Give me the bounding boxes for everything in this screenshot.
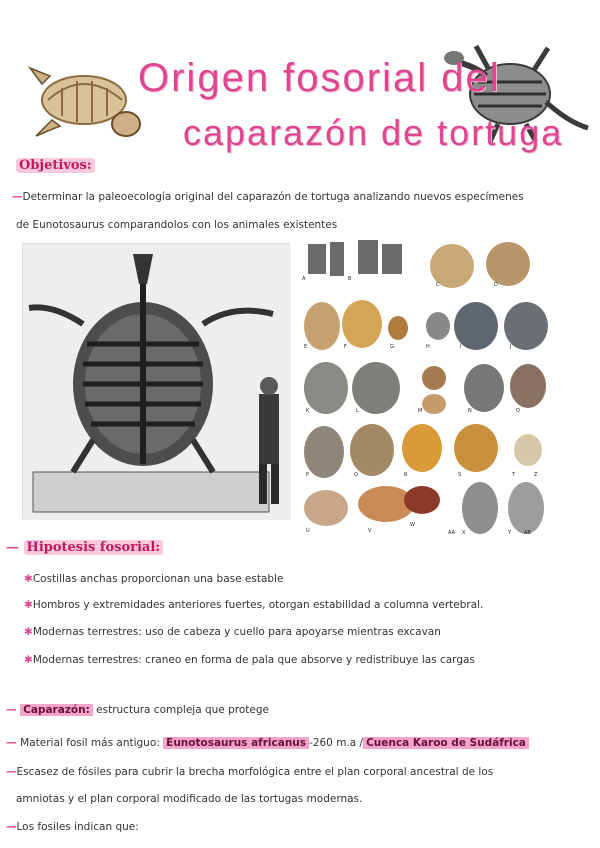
objetivos-line-2: de Eunotosaurus comparandolos con los animales existentes <box>16 219 338 231</box>
specimen-label: O <box>516 408 520 414</box>
specimen-label: P <box>306 472 310 478</box>
specimen-label: E <box>304 344 308 350</box>
specimen-label: Z <box>534 472 538 478</box>
specimen-label: W <box>410 522 415 528</box>
bullet-star-icon: ✱ <box>24 626 33 638</box>
bullet-star-icon: ✱ <box>24 654 33 666</box>
specimen-label: D <box>494 282 498 288</box>
specimen-label: X <box>462 530 466 536</box>
bullet-star-icon: ✱ <box>24 573 33 585</box>
specimen-label: J <box>510 344 512 350</box>
location-highlight: Cuenca Karoo de Sudáfrica <box>363 737 529 749</box>
objetivos-line-1: —Determinar la paleoecología original del caparazón de tortuga analizando nuevos especímenes <box>12 191 524 203</box>
specimen-label: Y <box>508 530 512 536</box>
bullet-star-icon: ✱ <box>24 599 33 611</box>
specimen-label: L <box>356 408 359 414</box>
specimen-label: A <box>302 276 306 282</box>
specimen-label: Q <box>354 472 358 478</box>
objetivos-heading: Objetivos: <box>16 158 95 173</box>
hipotesis-item: ✱Modernas terrestres: craneo en forma de pala que absorve y redistribuye las cargas <box>24 654 475 666</box>
page-title-line-1: Origen fosorial del <box>138 56 501 100</box>
specimen-photo-grid <box>298 236 552 538</box>
specimen-label: K <box>306 408 310 414</box>
material-line: — Material fosil más antiguo: Eunotosaurus africanus -260 m.a / Cuenca Karoo de Sudáfrica <box>6 736 529 750</box>
species-highlight: Eunotosaurus africanus <box>163 737 309 749</box>
specimen-label: S <box>458 472 462 478</box>
hipotesis-heading: — Hipotesis fosorial: <box>6 540 163 555</box>
specimen-label: M <box>418 408 423 414</box>
fosiles-line: —Los fosiles indican que: <box>6 821 139 833</box>
escasez-line-1: —Escasez de fósiles para cubrir la brecha morfológica entre el plan corporal ancestral de los <box>6 766 494 778</box>
specimen-label: F <box>344 344 347 350</box>
escasez-line-2: amniotas y el plan corporal modificado de las tortugas modernas. <box>16 793 363 805</box>
hipotesis-item: ✱Hombros y extremidades anteriores fuertes, otorgan estabilidad a columna vertebral. <box>24 599 484 611</box>
caparazon-line: — Caparazón: estructura compleja que protege <box>6 704 269 716</box>
caparazon-heading: Caparazón: <box>20 704 93 716</box>
specimen-label: N <box>468 408 472 414</box>
specimen-label: C <box>436 282 440 288</box>
specimen-label: G <box>390 344 394 350</box>
specimen-label: B <box>348 276 352 282</box>
page-title-line-2: caparazón de tortuga <box>183 112 564 153</box>
bullet-dash: — <box>12 191 23 203</box>
specimen-label: I <box>460 344 462 350</box>
specimen-label: H <box>426 344 430 350</box>
hipotesis-item: ✱Modernas terrestres: uso de cabeza y cuello para apoyarse mientras excavan <box>24 626 441 638</box>
fossil-skeleton-photo <box>22 243 290 519</box>
specimen-label: U <box>306 528 310 534</box>
specimen-label: V <box>368 528 372 534</box>
hipotesis-item: ✱Costillas anchas proporcionan una base estable <box>24 573 284 585</box>
specimen-label: T <box>512 472 516 478</box>
specimen-label: AA <box>448 530 455 536</box>
specimen-label: R <box>404 472 408 478</box>
specimen-label: AB <box>524 530 531 536</box>
turtle-illustration-left <box>22 48 142 144</box>
